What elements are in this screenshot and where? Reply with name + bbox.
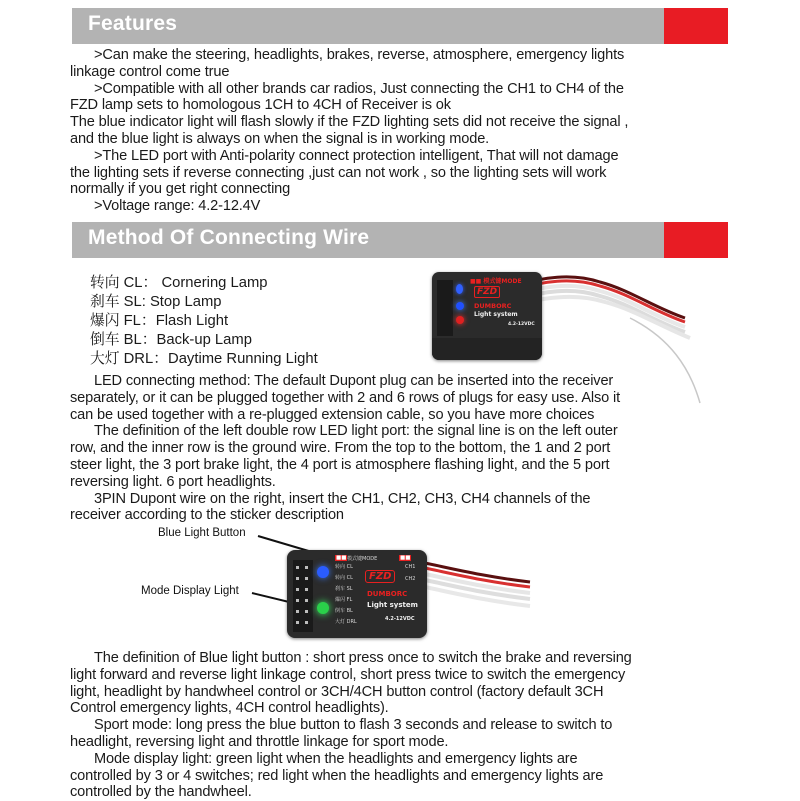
text-line: >Voltage range: 4.2-12.4V xyxy=(94,198,261,215)
receiver-box-annotated: ■■ 模式键MODE ■■ 转向 CL 转向 CL 刹车 SL 爆闪 FL 倒车 BL 大灯 DRL CH1 CH2 FZD DUMBORC Light system 4.2-12VDC xyxy=(287,550,427,638)
text-line: controlled by 3 or 4 switches; red light when the headlights and emergency lights are xyxy=(70,767,604,784)
text-line: Mode display light: green light when the headlights and emergency lights are xyxy=(94,750,578,767)
text-line: The definition of the left double row LED light port: the signal line is on the left outer xyxy=(94,423,618,440)
text-line: light, headlight by handwheel control or 3CH/4CH button control (factory default 3CH xyxy=(70,683,604,700)
text-line: and the blue light is always on when the signal is in working mode. xyxy=(70,130,490,147)
text-line: FZD lamp sets to homologous 1CH to 4CH of Receiver is ok xyxy=(70,97,451,114)
text-line: LED connecting method: The default Dupont plug can be inserted into the receiver xyxy=(94,373,614,389)
text-line: The definition of Blue light button : short press once to switch the brake and reversing xyxy=(94,650,632,666)
port-label: 爆闪 FL xyxy=(335,597,353,603)
text-line: controlled by the handwheel. xyxy=(70,784,252,801)
port-label: 刹车 SL xyxy=(335,586,353,592)
legend-item: 大灯 DRL：Daytime Running Light xyxy=(90,351,318,367)
text-line: separately, or it can be plugged together with 2 and 6 rows of plugs for easy use. Also it xyxy=(70,389,621,406)
port-label: 大灯 DRL xyxy=(335,619,357,625)
features-header xyxy=(72,8,728,44)
text-line: The blue indicator light will flash slowly if the FZD lighting sets did not receive the signal , xyxy=(70,114,629,131)
text-line: Control emergency lights, 4CH control headlights). xyxy=(70,700,389,717)
text-line: the lighting sets if reverse connecting ,just can not work , so the lighting sets will work xyxy=(70,164,607,181)
callout-blue-light-button: Blue Light Button xyxy=(158,527,246,539)
text-line: >Can make the steering, headlights, brakes, reverse, atmosphere, emergency lights xyxy=(94,47,625,63)
text-line: >The LED port with Anti-polarity connect protection intelligent, That will not damage xyxy=(94,147,619,164)
mode-display-light xyxy=(317,602,329,614)
features-title: Features xyxy=(88,12,178,35)
light-abbreviation-legend xyxy=(90,274,318,369)
text-line: headlight, reversing light and throttle linkage for sport mode. xyxy=(70,733,449,750)
wire-bundle-bottom xyxy=(420,548,540,648)
text-line: normally if you get right connecting xyxy=(70,181,291,198)
method-header xyxy=(72,222,728,258)
port-label: 倒车 BL xyxy=(335,608,353,614)
method-body-b xyxy=(70,650,744,801)
text-line: light forward and reverse light linkage control, short press twice to switch the emergency xyxy=(70,666,626,683)
port-label: 转向 CL xyxy=(335,564,353,570)
method-body-a xyxy=(70,373,744,524)
method-title: Method Of Connecting Wire xyxy=(88,226,370,249)
header-accent-block xyxy=(664,8,728,44)
legend-item: 刹车 SL: Stop Lamp xyxy=(90,294,222,310)
features-body xyxy=(70,47,744,215)
text-line: row, and the inner row is the ground wire. From the top to the bottom, the 1 and 2 port xyxy=(70,440,611,457)
legend-item: 倒车 BL：Back-up Lamp xyxy=(90,332,252,348)
led-port-pins xyxy=(293,560,313,632)
text-line: >Compatible with all other brands car radios, Just connecting the CH1 to CH4 of the xyxy=(94,80,624,97)
legend-item: 爆闪 FL：Flash Light xyxy=(90,313,229,329)
text-line: can be used together with a re-plugged extension cable, so you have more choices xyxy=(70,406,595,423)
callout-mode-display-light: Mode Display Light xyxy=(141,585,239,597)
text-line: receiver according to the sticker description xyxy=(70,507,344,524)
text-line: linkage control come true xyxy=(70,63,230,80)
header-accent-block xyxy=(664,222,728,258)
text-line: reversing light. 6 port headlights. xyxy=(70,473,276,490)
text-line: Sport mode: long press the blue button to flash 3 seconds and release to switch to xyxy=(94,717,613,734)
blue-light-button[interactable] xyxy=(317,566,329,578)
receiver-box-top: ■■ 模式键MODE FZD DUMBORC Light system 4.2-12VDC xyxy=(432,272,542,360)
text-line: steer light, the 3 port brake light, the 4 port is atmosphere flashing light, and the 5 port xyxy=(70,456,610,473)
text-line: 3PIN Dupont wire on the right, insert the CH1, CH2, CH3, CH4 channels of the xyxy=(94,490,591,507)
port-label: 转向 CL xyxy=(335,575,353,581)
legend-item: 转向 CL： Cornering Lamp xyxy=(90,275,268,291)
